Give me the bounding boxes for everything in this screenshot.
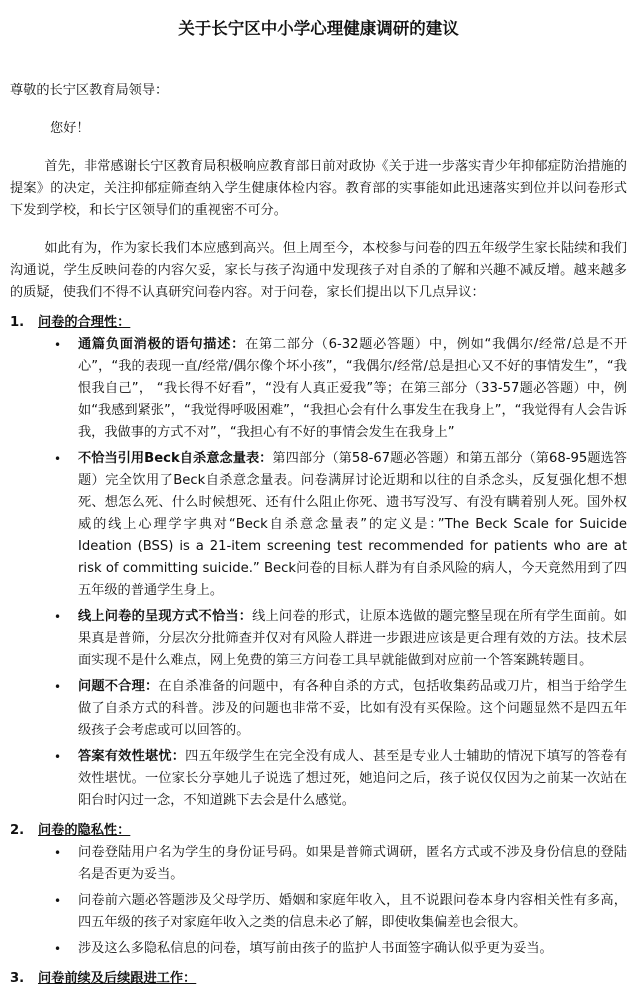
document-page xyxy=(0,16,641,986)
section-number: 3. xyxy=(10,971,25,986)
salutation: 尊敬的长宁区教育局领导： xyxy=(10,83,169,98)
item-text: 涉及这么多隐私信息的问卷，填写前由孩子的监护人书面签字确认似乎更为妥当。 xyxy=(78,941,553,956)
item-text: 问卷登陆用户名为学生的身份证号码。如果是普筛式调研，匿名方式或不涉及身份信息的登陆名是否更为妥当。 xyxy=(78,845,627,882)
item-lead: 通篇负面消极的语句描述： xyxy=(78,337,246,352)
list-item xyxy=(78,842,627,886)
item-lead: 问题不合理： xyxy=(78,679,159,694)
list-item xyxy=(78,676,627,742)
section-title: 问卷的隐私性： xyxy=(38,823,131,838)
paragraph-intro: 首先，非常感谢长宁区教育局积极响应教育部日前对政协《关于进一步落实青少年抑郁症防治措施的提案》的决定，关注抑郁症筛查纳入学生健康体检内容。教育部的实事能如此迅速落实到位并以问卷形式下发到学校，和长宁区领导们的重视密不可分。 xyxy=(10,159,627,218)
section-rationality xyxy=(10,312,627,812)
bullet-list xyxy=(10,334,627,812)
item-text: 第四部分（第58-67题必答题）和第五部分（第68-95题选答题）完全饮用了Beck自杀意念量表。问卷满屏讨论近期和以往的自杀念头，反复强化想不想死、想怎么死、什么时候想死、还有什么阻止你死、遗书写没写、有没有瞒着别人死。国外权威的线上心理学字典对“Beck自杀意念量表”的定义是：”The Beck Scale for Suicide Ideation (BSS) is a 21-item screening test recommended for patients who are at risk of committing suicide.” Beck问卷的目标人群为有自杀风险的病人，今天竟然用到了四五年级的普通学生身上。 xyxy=(78,451,627,598)
item-text: 线上问卷的形式，让原本选做的题完整呈现在所有学生面前。如果真是普筛，分层次分批筛查并仅对有风险人群进一步跟进应该是更合理有效的方法。技术层面实现不是什么难点，网上免费的第三方问卷工具早就能做到对应前一个答案跳转题目。 xyxy=(78,609,627,668)
document-title: 关于长宁区中小学心理健康调研的建议 xyxy=(178,19,459,38)
section-heading xyxy=(10,312,627,334)
item-text: 四五年级学生在完全没有成人、甚至是专业人士辅助的情况下填写的答卷有效性堪忧。一位家长分享她儿子说选了想过死，她追问之后，孩子说仅仅因为之前某一次站在阳台时闪过一念，不知道跳下去会是什么感觉。 xyxy=(78,749,628,808)
list-item xyxy=(78,606,627,672)
item-text: 在自杀准备的问题中，有各种自杀的方式，包括收集药品或刀片，相当于给学生做了自杀方式的科普。涉及的问题也非常不妥，比如有没有买保险。这个问题显然不是四五年级孩子会考虑或可以回答的。 xyxy=(78,679,627,738)
item-lead: 不恰当引用Beck自杀意念量表： xyxy=(78,451,273,466)
section-title: 问卷的合理性： xyxy=(38,315,131,330)
list-item xyxy=(78,746,627,812)
section-heading xyxy=(10,820,627,842)
list-item xyxy=(78,448,627,602)
greeting: 您好！ xyxy=(50,121,90,136)
list-item xyxy=(78,890,627,934)
list-item xyxy=(78,334,627,444)
item-lead: 线上问卷的呈现方式不恰当： xyxy=(78,609,253,624)
list-item xyxy=(78,938,627,960)
bullet-list xyxy=(10,842,627,960)
section-followup xyxy=(10,968,627,990)
section-number: 1. xyxy=(10,315,25,330)
section-number: 2. xyxy=(10,823,25,838)
section-title: 问卷前续及后续跟进工作： xyxy=(38,971,197,986)
section-privacy xyxy=(10,820,627,960)
item-text: 问卷前六题必答题涉及父母学历、婚姻和家庭年收入，且不说跟问卷本身内容相关性有多高，四五年级的孩子对家庭年收入之类的信息未必了解，即使收集偏差也会很大。 xyxy=(78,893,627,930)
section-heading xyxy=(10,968,627,990)
paragraph-concerns: 如此有为，作为家长我们本应感到高兴。但上周至今，本校参与问卷的四五年级学生家长陆续和我们沟通说，学生反映问卷的内容欠妥，家长与孩子沟通中发现孩子对自杀的了解和兴趣不减反增。越来越多的质疑，使我们不得不认真研究问卷内容。对于问卷，家长们提出以下几点异议： xyxy=(10,241,627,300)
item-lead: 答案有效性堪忧： xyxy=(78,749,186,764)
item-text: 在第二部分（6-32题必答题）中，例如“我偶尔/经常/总是不开心”，“我的表现一直/经常/偶尔像个坏小孩”，“我偶尔/经常/总是担心又不好的事情发生”，“我恨我自己”， “我长得不好看”，“没有人真正爱我”等；在第三部分（33-57题必答题）中，例如“我感到紧张”，“我觉得呼吸困难”，“我担心会有什么事发生在我身上”，“我觉得有人会告诉我，我做事的方式不对”，“我担心有不好的事情会发生在我身上” xyxy=(78,337,628,440)
